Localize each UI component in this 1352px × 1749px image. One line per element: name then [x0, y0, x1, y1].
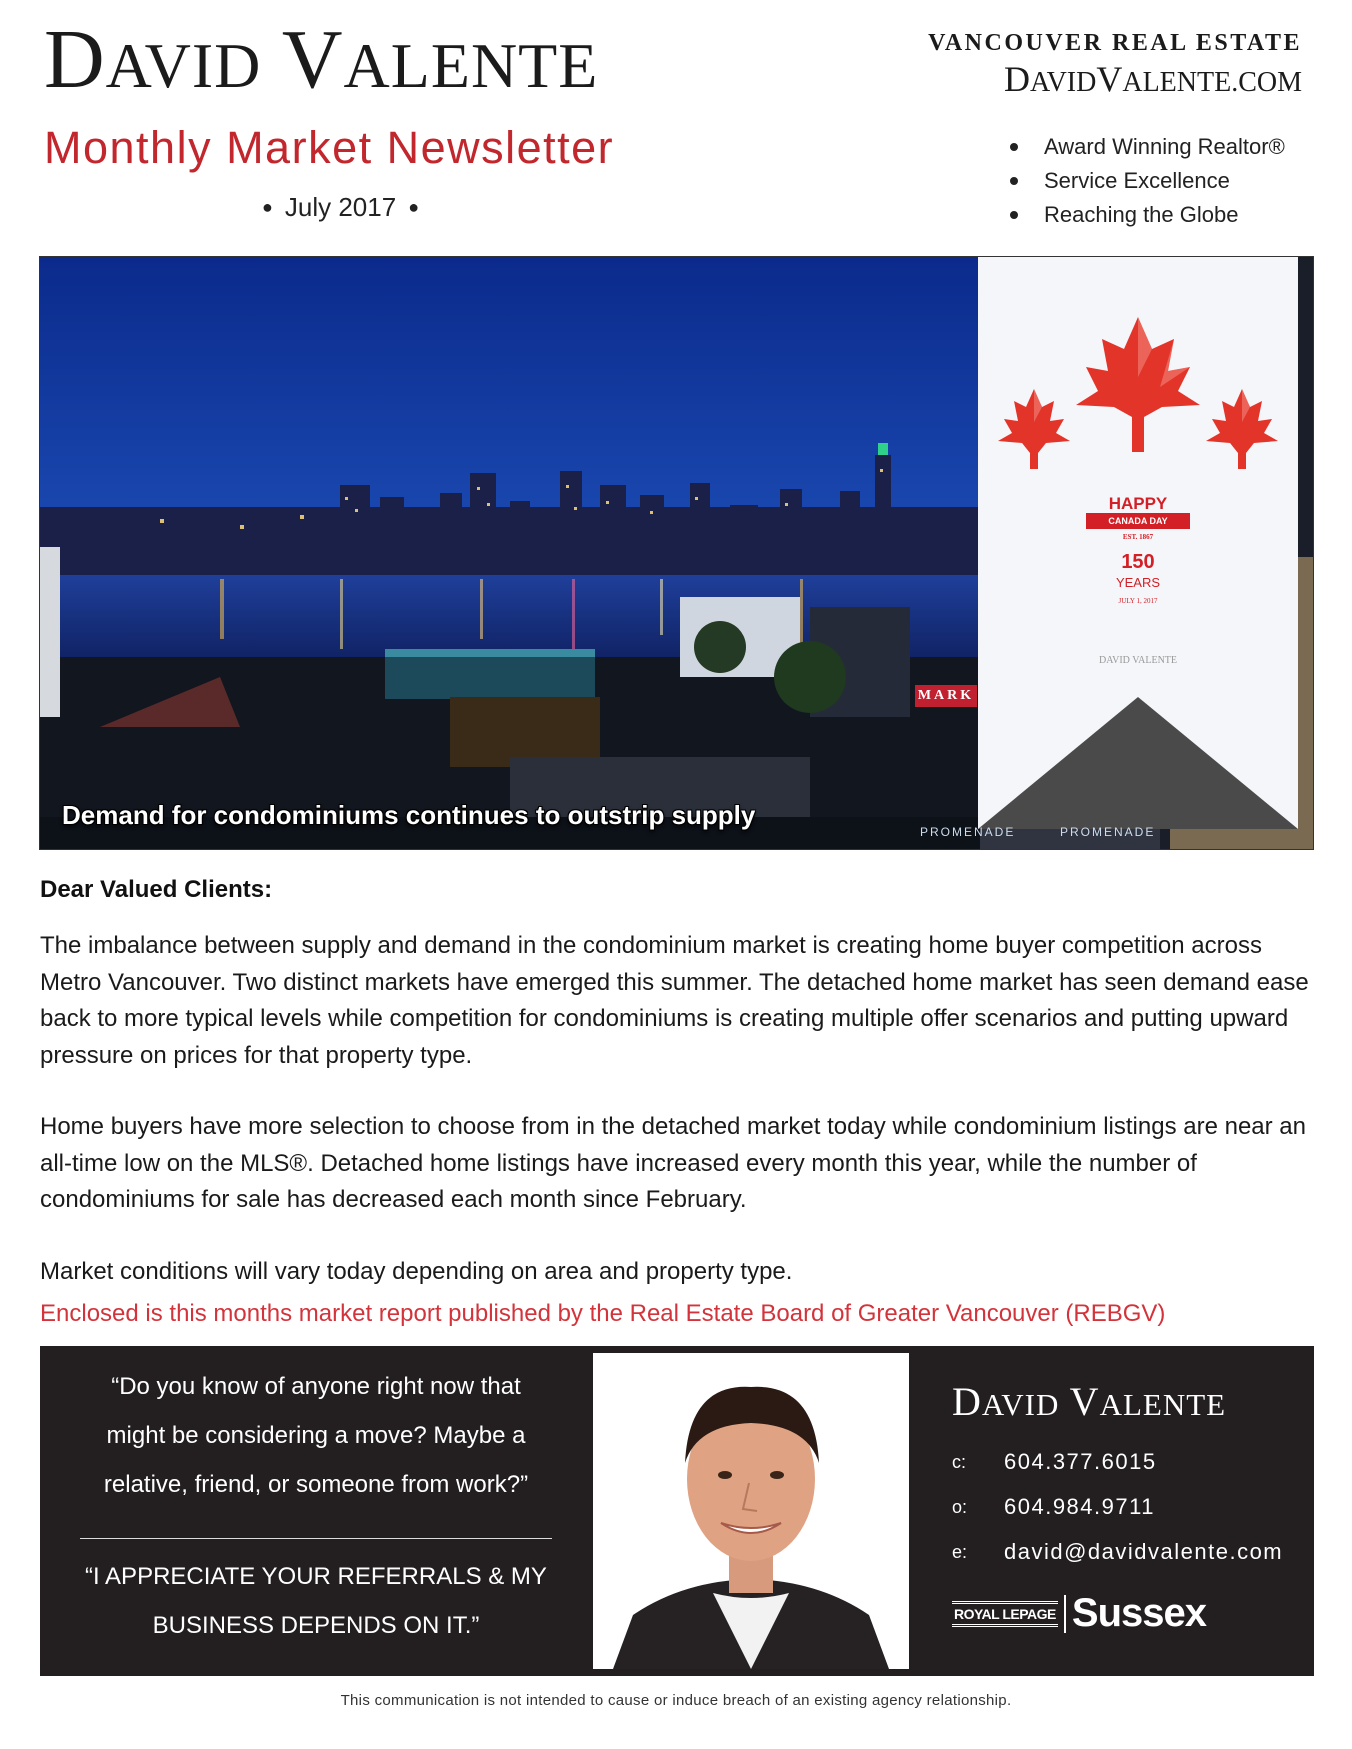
hero-caption: Demand for condominiums continues to outstrip supply — [62, 800, 756, 830]
agent-name — [952, 1378, 1226, 1425]
agent-first-initial: D — [952, 1379, 982, 1424]
tagline-item — [1010, 198, 1285, 232]
bullet-icon: ● — [408, 197, 420, 217]
brokerage-logo — [952, 1591, 1206, 1636]
tagline-list — [1010, 130, 1285, 232]
logo-divider — [1064, 1595, 1066, 1633]
disclaimer: This communication is not intended to cause or induce breach of an existing agency relationship. — [340, 1692, 1012, 1709]
promenade-text: PROMENADE — [1060, 825, 1156, 839]
bullet-icon: ● — [262, 197, 273, 217]
promenade-text: PROMENADE — [920, 825, 1016, 839]
office-label: o: — [952, 1496, 968, 1517]
newsletter-title: Monthly Market Newsletter — [44, 122, 615, 173]
canada-signature: DAVID VALENTE — [1098, 655, 1178, 666]
agent-photo — [593, 1353, 909, 1669]
brand-last-initial: V — [281, 13, 344, 106]
website-d: D — [1003, 59, 1030, 99]
canada-150: 150 — [1121, 551, 1155, 573]
divider — [80, 1538, 552, 1539]
contact-panel — [40, 1346, 1314, 1676]
canada-est: EST. 1867 — [1122, 533, 1154, 541]
website-link[interactable] — [1004, 58, 1302, 100]
bullet-icon — [1010, 211, 1018, 219]
website-v: V — [1096, 59, 1123, 99]
brand-last-rest: ALENTE — [343, 30, 599, 101]
brand-name — [44, 13, 599, 106]
letter-paragraph: The imbalance between supply and demand in the condominium market is creating home buyer competition across Metro Vancouver. Two distinct markets have emerged this summer. The detached home market has seen demand ease back to more typical levels while competition for condominiums is creating multiple offer scenarios and putting upward pressure on prices for that property type. — [40, 932, 1309, 1069]
canada-day-card — [978, 257, 1298, 827]
website-rest: ALENTE.COM — [1122, 67, 1302, 98]
bullet-icon — [1010, 177, 1018, 185]
tagline-item — [1010, 164, 1285, 198]
hero-image — [39, 256, 1314, 850]
tagline-text: Service Excellence — [1044, 168, 1230, 193]
website-avid: AVID — [1029, 67, 1097, 98]
canada-years: YEARS — [1115, 575, 1161, 590]
agent-last-initial: V — [1069, 1379, 1100, 1424]
company-line: VANCOUVER REAL ESTATE — [928, 30, 1302, 56]
email-label: e: — [952, 1541, 968, 1562]
enclosed-note: Enclosed is this months market report published by the Real Estate Board of Greater Vancouver (REBGV) — [40, 1300, 1166, 1327]
canada-date: JULY 1, 2017 — [1118, 597, 1158, 605]
agent-portrait-illustration — [593, 1353, 909, 1669]
tagline-text: Award Winning Realtor® — [1044, 134, 1285, 159]
office-phone[interactable]: 604.984.9711 — [1004, 1494, 1155, 1519]
agent-first-rest: AVID — [981, 1387, 1060, 1422]
email-link[interactable]: david@davidvalente.com — [1004, 1539, 1284, 1564]
canada-happy: HAPPY — [1108, 494, 1168, 513]
salutation: Dear Valued Clients: — [40, 876, 273, 903]
bullet-icon — [1010, 143, 1018, 151]
cell-phone[interactable]: 604.377.6015 — [1004, 1449, 1157, 1474]
tagline-text: Reaching the Globe — [1044, 202, 1239, 227]
canada-ribbon: CANADA DAY — [1086, 513, 1190, 529]
issue-date: July 2017 — [284, 192, 397, 222]
agent-last-rest: ALENTE — [1099, 1387, 1227, 1422]
letter-paragraph: Home buyers have more selection to choose from in the detached market today while condominium listings are near an all-time low on the MLS®. Detached home listings have increased every month this year, while the number of condominiums for sale has decreased each month since February. — [40, 1113, 1306, 1213]
brand-first-rest: AVID — [105, 30, 262, 101]
royal-lepage-logo: ROYAL LEPAGE — [952, 1601, 1058, 1627]
email-row[interactable] — [952, 1537, 1283, 1567]
cell-label: c: — [952, 1451, 967, 1472]
brand-first-initial: D — [44, 13, 106, 106]
cell-phone-row[interactable] — [952, 1447, 1157, 1477]
sussex-logo: Sussex — [1071, 1591, 1206, 1635]
referral-question: “Do you know of anyone right now that might be considering a move? Maybe a relative, friend, or someone from work?” — [103, 1373, 529, 1498]
letter-paragraph: Market conditions will vary today depending on area and property type. — [40, 1258, 793, 1285]
mark-sign: MARK — [915, 685, 977, 707]
issue-date-line — [250, 192, 431, 223]
tagline-item — [1010, 130, 1285, 164]
referral-appreciation: “I APPRECIATE YOUR REFERRALS & MY BUSINESS DEPENDS ON IT.” — [85, 1563, 547, 1639]
office-phone-row[interactable] — [952, 1492, 1155, 1522]
